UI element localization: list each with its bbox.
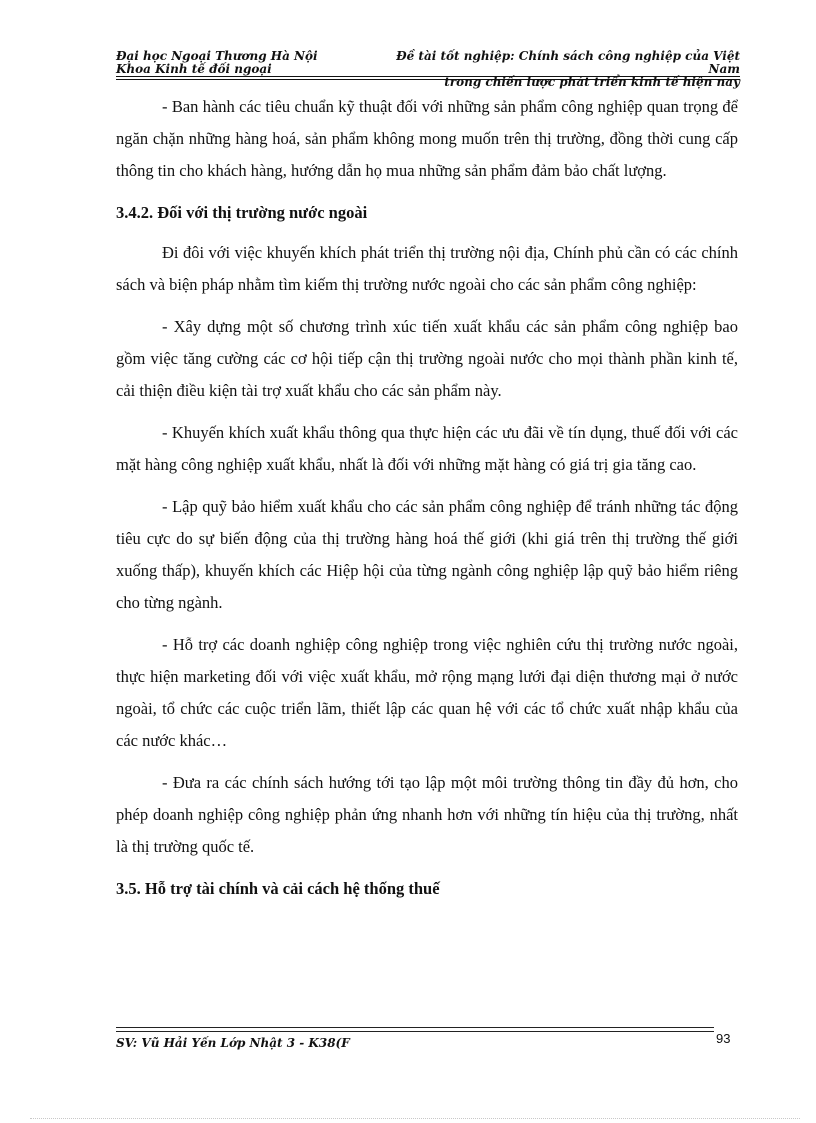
header-rule-thin — [116, 79, 740, 80]
paragraph-export-promotion: - Xây dựng một số chương trình xúc tiến xuất khẩu các sản phẩm công nghiệp bao gồm việc tăng cường các cơ hội tiếp cận thị trường ngoài nước cho mọi thành phần kinh tế, cải thiện điều kiện tài trợ xuất khẩu cho các sản phẩm này. — [116, 317, 738, 400]
paragraph-export-incentives: - Khuyến khích xuất khẩu thông qua thực hiện các ưu đãi về tín dụng, thuế đối với các mặt hàng công nghiệp xuất khẩu, nhất là đối với những mặt hàng có giá trị gia tăng cao. — [116, 423, 738, 474]
page-boundary — [30, 1118, 800, 1119]
paragraph-export-insurance: - Lập quỹ bảo hiểm xuất khẩu cho các sản phẩm công nghiệp để tránh những tác động tiêu cực do sự biến động của thị trường hàng hoá thế giới (khi giá trên thị trường thế giới xuống thấp), khuyến khích các Hiệp hội của từng ngành công nghiệp lập quỹ bảo hiểm riêng cho từng ngành. — [116, 497, 738, 612]
footer-rule-thin — [116, 1031, 714, 1032]
header-university: Đại học Ngoại Thương Hà Nội — [116, 49, 318, 63]
header-right — [375, 50, 740, 89]
header-faculty: Khoa Kinh tế đối ngoại — [116, 62, 272, 76]
header-thesis-subtitle: trong chiến lược phát triển kinh tế hiện nay — [444, 75, 740, 89]
paragraph-foreign-market-intro: Đi đôi với việc khuyến khích phát triển thị trường nội địa, Chính phủ cần có các chính sách và biện pháp nhằm tìm kiếm thị trường nước ngoài cho các sản phẩm công nghiệp: — [116, 243, 738, 294]
footer-rule — [116, 1027, 714, 1028]
paragraph-technical-standards: - Ban hành các tiêu chuẩn kỹ thuật đối với những sản phẩm công nghiệp quan trọng để ngăn chặn những hàng hoá, sản phẩm không mong muốn trên thị trường, đồng thời cung cấp thông tin cho khách hàng, hướng dẫn họ mua những sản phẩm đảm bảo chất lượng. — [116, 97, 738, 180]
section-heading-foreign-market: 3.4.2. Đối với thị trường nước ngoài — [116, 203, 368, 222]
page-number: 93 — [716, 1031, 731, 1046]
header-left — [116, 50, 346, 76]
section-heading-finance-tax: 3.5. Hỗ trợ tài chính và cải cách hệ thống thuế — [116, 879, 440, 898]
paragraph-information-environment: - Đưa ra các chính sách hướng tới tạo lập một môi trường thông tin đầy đủ hơn, cho phép doanh nghiệp công nghiệp phản ứng nhanh hơn với những tín hiệu của thị trường, nhất là thị trường quốc tế. — [116, 773, 738, 856]
page-body — [116, 91, 738, 913]
paragraph-market-research-support: - Hỗ trợ các doanh nghiệp công nghiệp trong việc nghiên cứu thị trường nước ngoài, thực hiện marketing đối với việc xuất khẩu, mở rộng mạng lưới đại diện thương mại ở nước ngoài, tổ chức các cuộc triển lãm, thiết lập các quan hệ với các tổ chức xuất nhập khẩu của các nước khác… — [116, 635, 738, 750]
header-thesis-title: Đề tài tốt nghiệp: Chính sách công nghiệp của Việt Nam — [396, 49, 740, 76]
header-rule — [116, 76, 740, 77]
footer-author: SV: Vũ Hải Yến Lớp Nhật 3 - K38(F — [116, 1036, 350, 1050]
